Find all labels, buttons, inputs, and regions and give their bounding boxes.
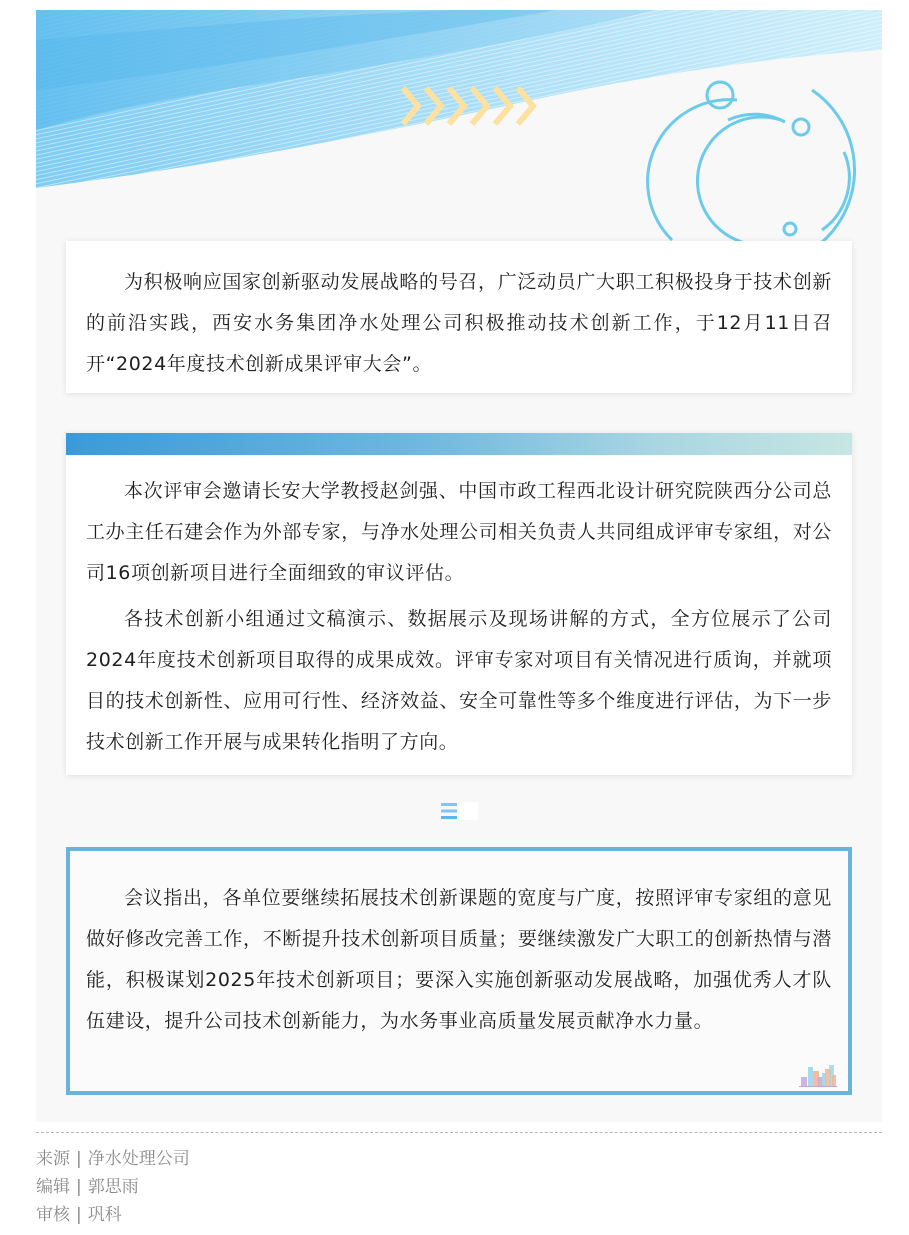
orbit-rings-icon bbox=[648, 82, 855, 250]
intro-card bbox=[66, 241, 852, 393]
credit-label: 来源 bbox=[36, 1149, 70, 1169]
conclusion-card bbox=[66, 847, 852, 1095]
article-panel bbox=[36, 10, 882, 1122]
credit-label: 编辑 bbox=[36, 1177, 70, 1197]
review-paragraph-2: 各技术创新小组通过文稿演示、数据展示及现场讲解的方式，全方位展示了公司2024年度技术创新项目取得的成果成效。评审专家对项目有关情况进行质询，并就项目的技术创新性、应用可行性、经济效益、安全可靠性等多个维度进行评估，为下一步技术创新工作开展与成果转化指明了方向。 bbox=[86, 608, 832, 753]
review-paragraph-1: 本次评审会邀请长安大学教授赵剑强、中国市政工程西北设计研究院陕西分公司总工办主任石建会作为外部专家，与净水处理公司相关负责人共同组成评审专家组，对公司16项创新项目进行全面细致的审议评估。 bbox=[86, 480, 832, 584]
intro-paragraph: 为积极响应国家创新驱动发展战略的号召，广泛动员广大职工积极投身于技术创新的前沿实践，西安水务集团净水处理公司积极推动技术创新工作，于12月11日召开“2024年度技术创新成果评审大会”。 bbox=[86, 271, 832, 375]
city-skyline-icon bbox=[798, 1061, 838, 1087]
gradient-header-bar bbox=[66, 433, 852, 455]
hero-banner bbox=[36, 10, 882, 250]
credit-value: 郭思雨 bbox=[87, 1177, 139, 1197]
list-icon bbox=[440, 802, 478, 820]
credit-value: 净水处理公司 bbox=[87, 1149, 190, 1169]
credit-separator: | bbox=[76, 1205, 82, 1225]
credits-block bbox=[36, 1145, 190, 1229]
credit-label: 审核 bbox=[36, 1205, 70, 1225]
credit-separator: | bbox=[76, 1177, 82, 1197]
credit-separator: | bbox=[76, 1149, 82, 1169]
credit-value: 巩科 bbox=[87, 1205, 122, 1225]
credit-source bbox=[36, 1145, 190, 1173]
dashed-divider bbox=[36, 1132, 882, 1133]
review-card bbox=[66, 433, 852, 775]
credit-reviewer bbox=[36, 1201, 190, 1229]
conclusion-paragraph: 会议指出，各单位要继续拓展技术创新课题的宽度与广度，按照评审专家组的意见做好修改完善工作，不断提升技术创新项目质量；要继续激发广大职工的创新热情与潜能，积极谋划2025年技术创新项目；要深入实施创新驱动发展战略，加强优秀人才队伍建设，提升公司技术创新能力，为水务事业高质量发展贡献净水力量。 bbox=[86, 887, 832, 1032]
credit-editor bbox=[36, 1173, 190, 1201]
